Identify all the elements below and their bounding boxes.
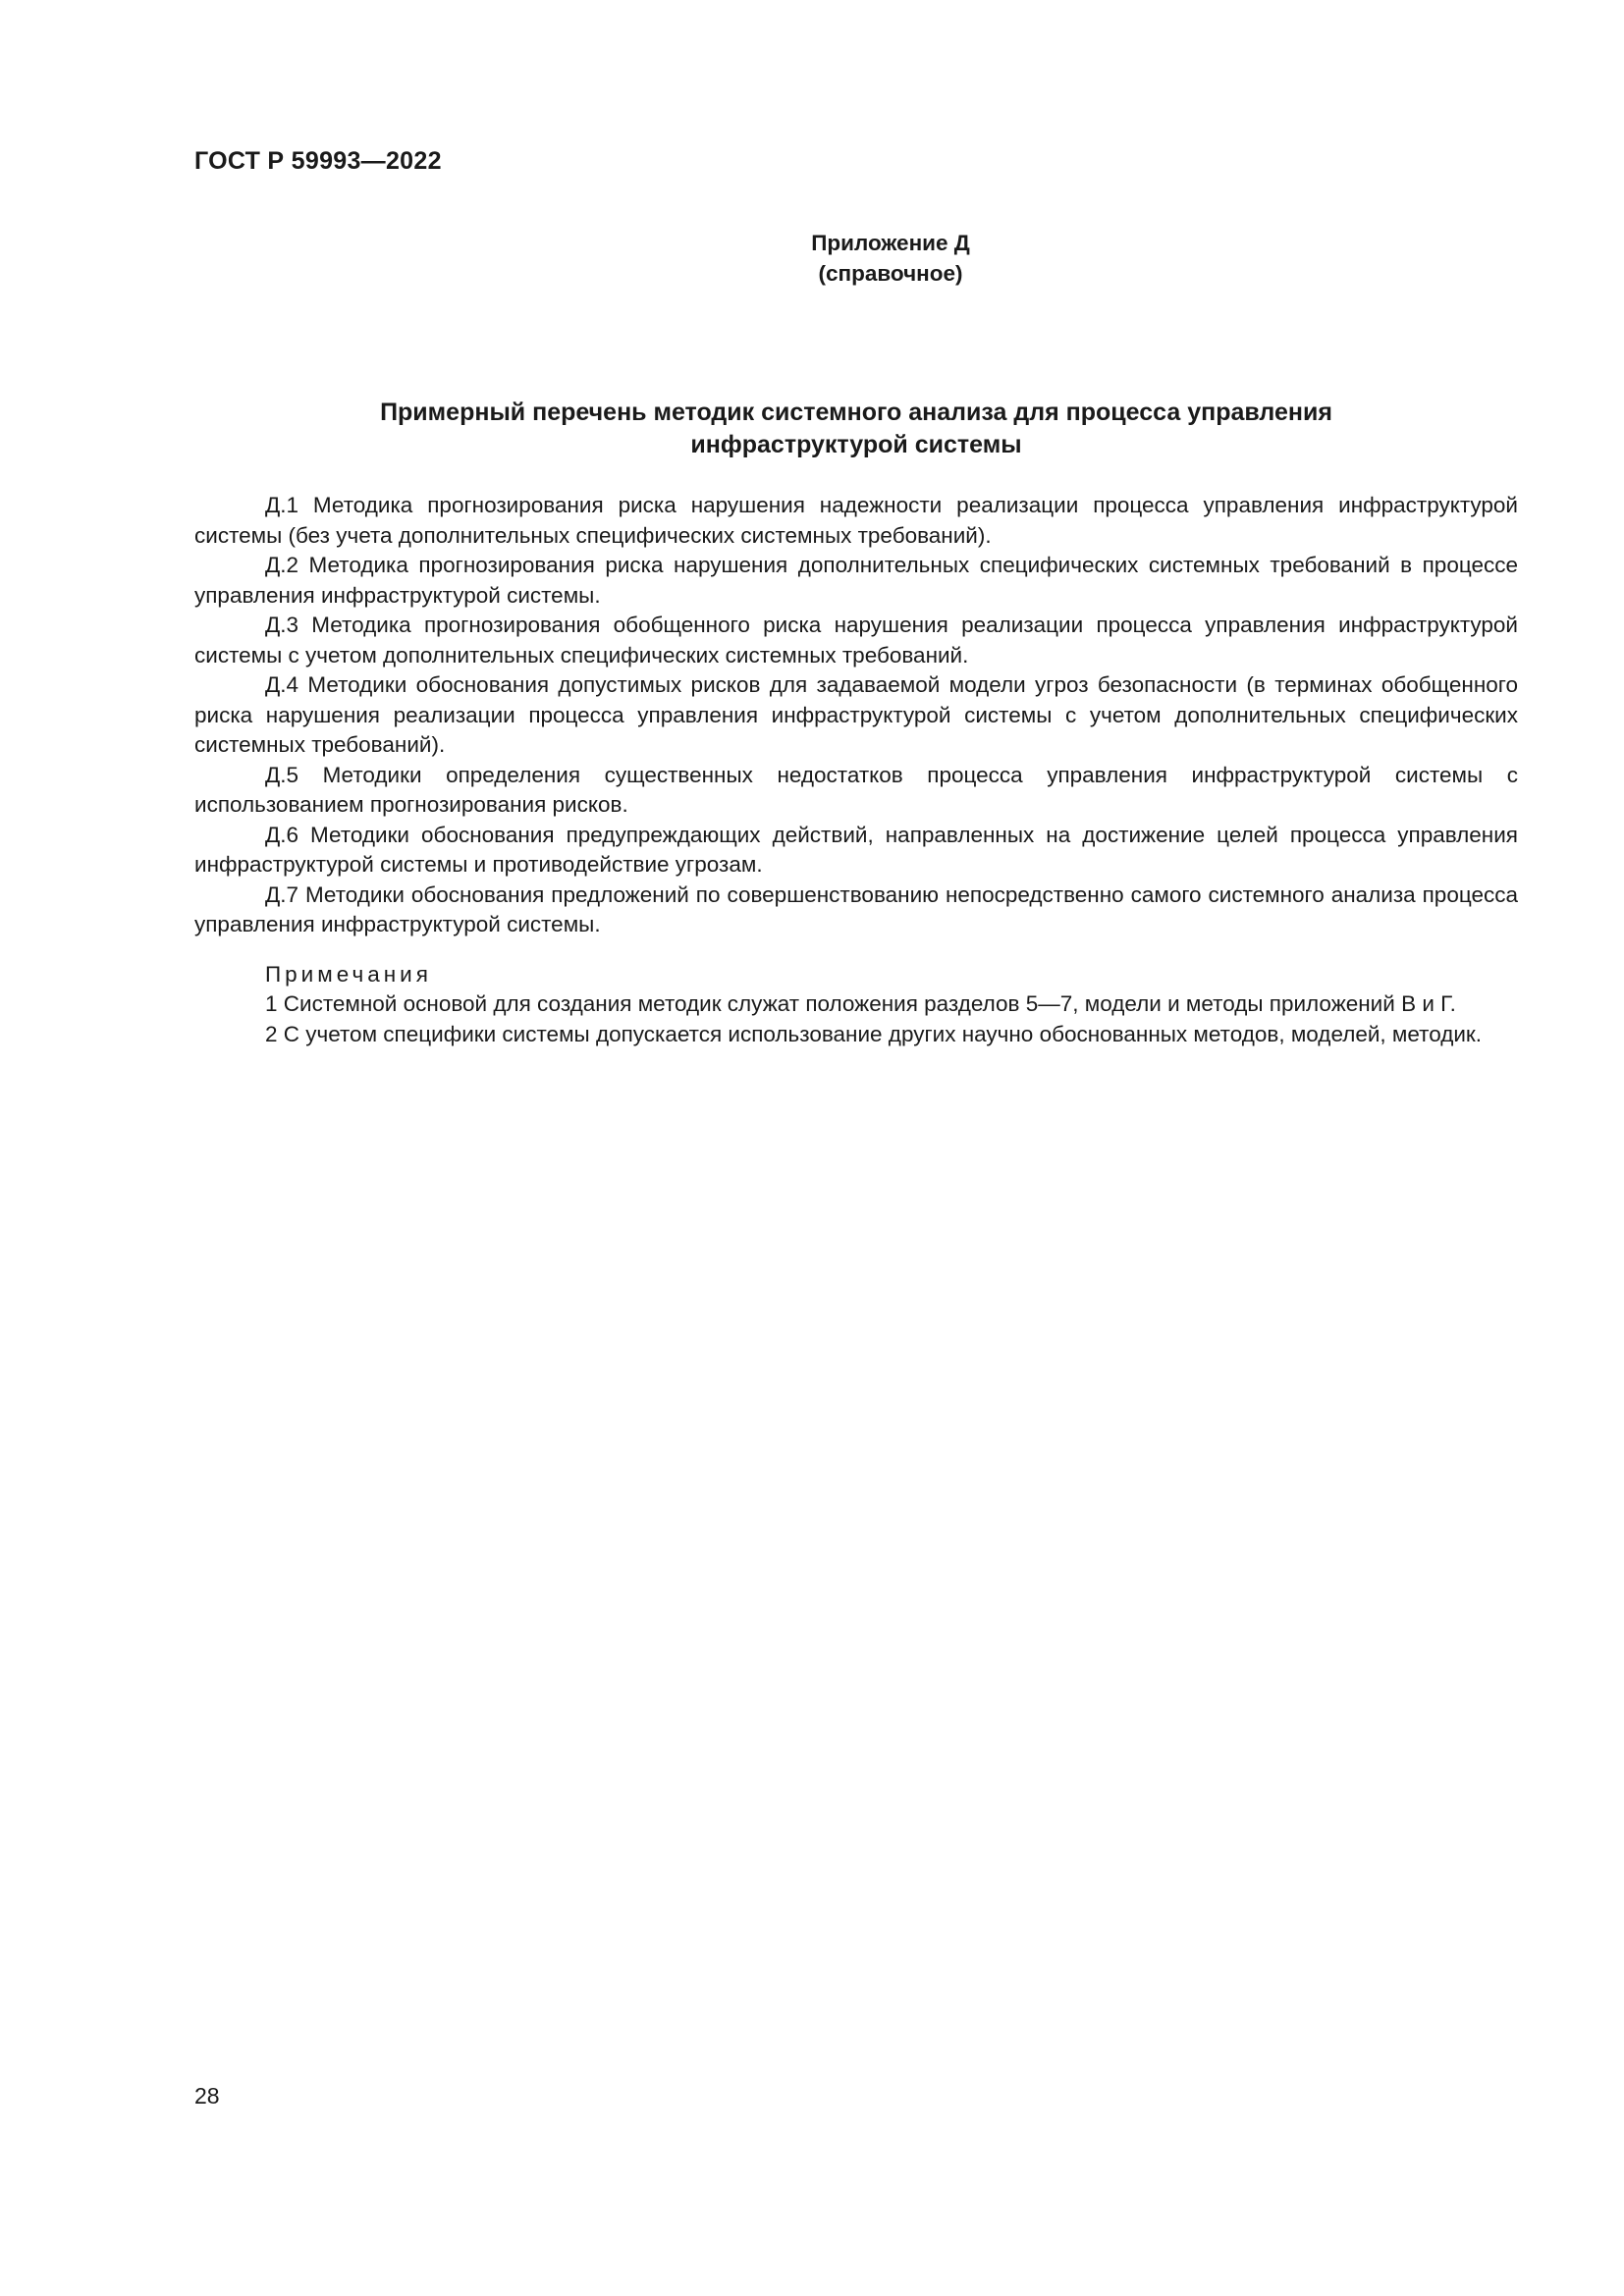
list-item: Д.3 Методика прогнозирования обобщенного риска нарушения реализации процесса управления инфраструктурой системы с учетом дополнительных специфических системных требований. <box>194 613 1518 667</box>
section-title-line2: инфраструктурой системы <box>690 431 1022 458</box>
note-entry: 1 Системной основой для создания методик служат положения разделов 5—7, модели и методы приложений В и Г. <box>265 991 1456 1016</box>
section-title-line1: Примерный перечень методик системного анализа для процесса управления <box>380 399 1332 426</box>
list-item: Д.7 Методики обоснования предложений по совершенствованию непосредственно самого системного анализа процесса управления инфраструктурой системы. <box>194 881 1518 936</box>
note-entry: 2 С учетом специфики системы допускается использование других научно обоснованных методов, моделей, методик. <box>265 1021 1483 1046</box>
notes-block <box>194 960 1518 1050</box>
list-item: Д.2 Методика прогнозирования риска нарушения дополнительных специфических системных требований в процессе управления инфраструктурой системы. <box>194 553 1518 608</box>
list-item: Д.4 Методики обоснования допустимых рисков для задаваемой модели угроз безопасности (в терминах обобщенного риска нарушения реализации процесса управления инфраструктурой системы с учетом дополнительных специфических системных требований). <box>194 672 1518 757</box>
document-body <box>194 491 1518 1049</box>
annex-label: Приложение Д <box>811 231 970 255</box>
annex-status: (справочное) <box>818 261 963 286</box>
list-item: Д.5 Методики определения существенных недостатков процесса управления инфраструктурой системы с использованием прогнозирования рисков. <box>194 762 1518 817</box>
list-item: Д.6 Методики обоснования предупреждающих действий, направленных на достижение целей процесса управления инфраструктурой системы и противодействие угрозам. <box>194 822 1518 877</box>
list-item: Д.1 Методика прогнозирования риска нарушения надежности реализации процесса управления инфраструктурой системы (без учета дополнительных специфических системных требований). <box>194 493 1518 548</box>
document-code: ГОСТ Р 59993—2022 <box>194 147 442 175</box>
notes-title: Примечания <box>265 961 432 987</box>
annex-heading <box>194 228 1518 289</box>
section-title <box>194 397 1518 461</box>
page-number: 28 <box>194 2083 220 2109</box>
